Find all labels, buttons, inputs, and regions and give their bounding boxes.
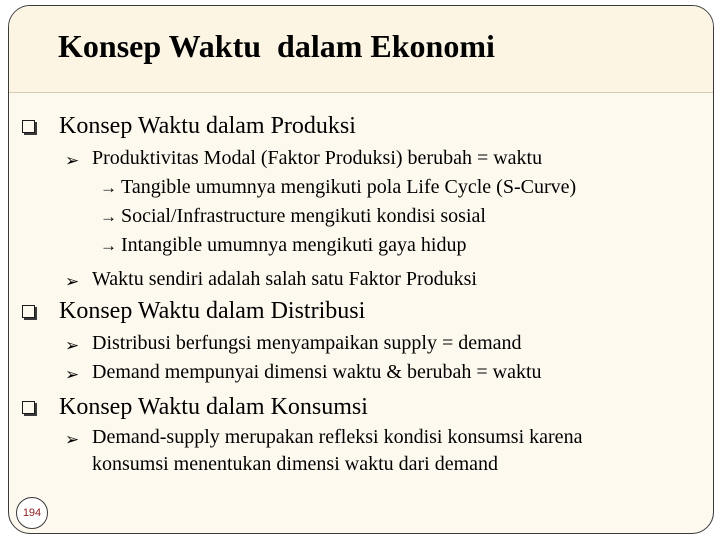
- sub-item-text: Tangible umumnya mengikuti pola Life Cycle (S-Curve): [121, 176, 577, 198]
- arrowhead-icon: ➢: [65, 151, 80, 170]
- sub-item: [100, 176, 576, 199]
- section-bullet-icon: [22, 401, 35, 414]
- section-heading-konsumsi: Konsep Waktu dalam Konsumsi: [59, 394, 368, 420]
- right-arrow-icon: →: [100, 178, 117, 197]
- section-bullet-icon: [22, 305, 35, 318]
- slide-title: Konsep Waktu dalam Ekonomi: [58, 28, 495, 64]
- bullet-item-line: konsumsi menentukan dimensi waktu dari demand: [92, 453, 499, 475]
- bullet-item-line: Demand-supply merupakan refleksi kondisi konsumsi karena: [92, 426, 583, 448]
- title-divider: [9, 92, 713, 93]
- sub-item: [100, 234, 467, 257]
- sub-item-text: Social/Infrastructure mengikuti kondisi sosial: [121, 205, 486, 227]
- section-heading-distribusi: Konsep Waktu dalam Distribusi: [59, 298, 366, 324]
- arrowhead-icon: ➢: [65, 430, 80, 449]
- section-heading-produksi: Konsep Waktu dalam Produksi: [59, 113, 356, 139]
- bullet-item: Demand mempunyai dimensi waktu & berubah = waktu: [92, 361, 542, 383]
- section-bullet-icon: [22, 120, 35, 133]
- right-arrow-icon: →: [100, 236, 117, 255]
- sub-item: [100, 205, 486, 228]
- page-number-badge: 194: [16, 497, 48, 529]
- arrowhead-icon: ➢: [65, 365, 80, 384]
- slide: [8, 5, 714, 534]
- arrowhead-icon: ➢: [65, 272, 80, 291]
- bullet-item: Produktivitas Modal (Faktor Produksi) berubah = waktu: [92, 147, 543, 169]
- right-arrow-icon: →: [100, 207, 117, 226]
- arrowhead-icon: ➢: [65, 336, 80, 355]
- bullet-item: Waktu sendiri adalah salah satu Faktor Produksi: [92, 268, 477, 290]
- bullet-item: Distribusi berfungsi menyampaikan supply = demand: [92, 332, 522, 354]
- sub-item-text: Intangible umumnya mengikuti gaya hidup: [121, 234, 467, 256]
